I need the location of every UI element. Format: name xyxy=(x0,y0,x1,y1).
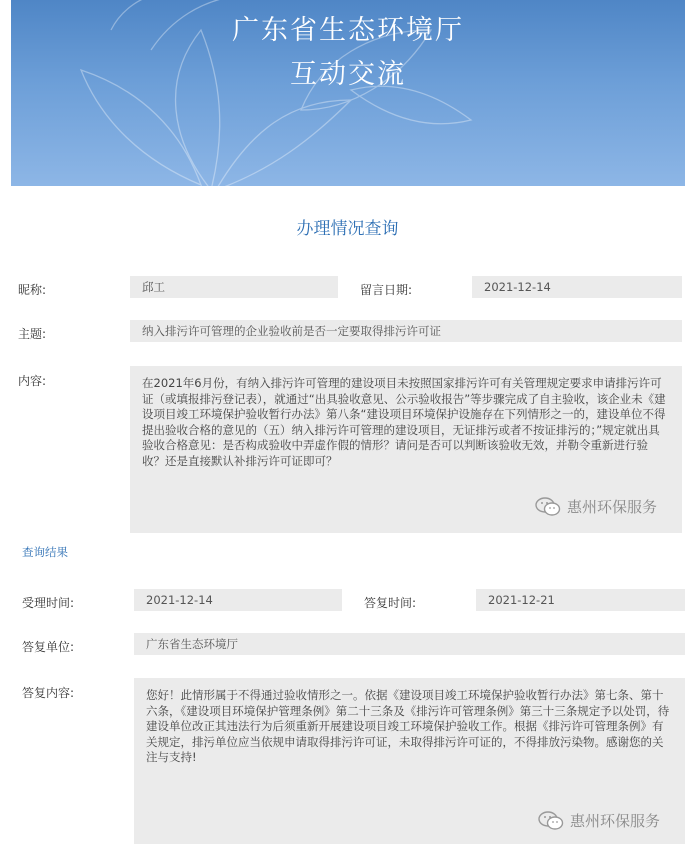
date-label: 留言日期: xyxy=(360,283,413,297)
date-field: 2021-12-14 xyxy=(472,276,682,298)
accept-time-field: 2021-12-14 xyxy=(134,589,342,611)
wechat-icon xyxy=(535,497,561,517)
reply-unit-label: 答复单位: xyxy=(22,640,75,654)
header-banner xyxy=(11,0,685,186)
accept-time-label: 受理时间: xyxy=(22,596,75,610)
reply-time-label: 答复时间: xyxy=(364,596,417,610)
subject-field: 纳入排污许可管理的企业验收前是否一定要取得排污许可证 xyxy=(130,320,682,342)
watermark-text: 惠州环保服务 xyxy=(567,498,658,516)
reply-content-text: 您好！此情形属于不得通过验收情形之一。依据《建设项目竣工环境保护验收暂行办法》第七条、第十六条，《建设项目环境保护管理条例》第二十三条及《排污许可管理条例》第三十三条规定予以处罚，待建设单位改正其违法行为后须重新开展建设项目竣工环境保护验收工作。根据《排污许可管理条例》有关规定，排污单位应当依规申请取得排污许可证，未取得排污许可证的，不得排放污染物。感谢您的关注与支持! xyxy=(146,688,670,764)
nickname-label: 昵称: xyxy=(18,283,47,297)
banner-title-line1: 广东省生态环境厅 xyxy=(232,15,464,46)
content-label: 内容: xyxy=(18,374,47,388)
reply-content-label: 答复内容: xyxy=(22,686,75,700)
subject-label: 主题: xyxy=(18,327,47,341)
watermark xyxy=(535,496,657,517)
wechat-icon xyxy=(538,811,564,831)
banner-title-line2: 互动交流 xyxy=(290,59,406,90)
reply-time-field: 2021-12-21 xyxy=(476,589,685,611)
query-result-link[interactable]: 查询结果 xyxy=(22,545,68,559)
watermark-text: 惠州环保服务 xyxy=(570,812,661,830)
reply-unit-field: 广东省生态环境厅 xyxy=(134,633,685,655)
watermark-2 xyxy=(538,810,660,831)
content-text: 在2021年6月份，有纳入排污许可管理的建设项目未按照国家排污许可有关管理规定要求申请排污许可证（或填报排污登记表），就通过“出具验收意见、公示验收报告”等步骤完成了自主验收，该企业未《建设项目竣工环境保护验收暂行办法》第八条“建设项目环境保护设施存在下列情形之一的，建设单位不得提出验收合格的意见的（五）纳入排污许可管理的建设项目，无证排污或者不按证排污的；”规定就出具验收合格意见：是否构成验收中弄虚作假的情形？请问是否可以判断该验收无效，并勒令重新进行验收？还是直接默认补排污许可证即可？ xyxy=(142,376,666,468)
nickname-field: 邱工 xyxy=(130,276,338,298)
page-title: 办理情况查询 xyxy=(296,219,399,239)
